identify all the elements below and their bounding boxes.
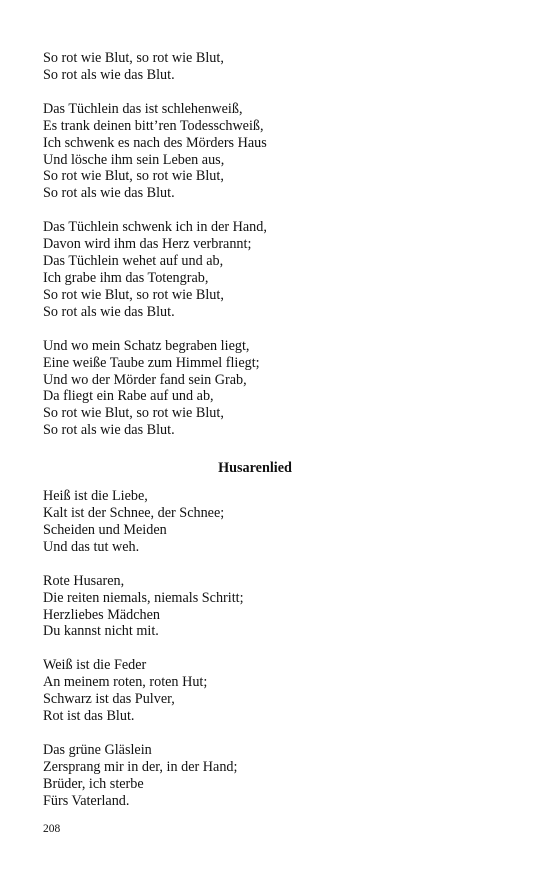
- verse-line: So rot wie Blut, so rot wie Blut,: [43, 286, 224, 303]
- verse-line: Es trank deinen bitt’ren Todesschweiß,: [43, 117, 264, 134]
- verse-line: Da fliegt ein Rabe auf und ab,: [43, 388, 214, 405]
- stanza-1: [43, 488, 513, 556]
- stanza-3: [43, 219, 513, 320]
- verse-line: So rot als wie das Blut.: [43, 185, 175, 202]
- stanza-4: [43, 742, 513, 810]
- verse-line: Du kannst nicht mit.: [43, 623, 159, 640]
- verse-line: Die reiten niemals, niemals Schritt;: [43, 589, 244, 606]
- verse-line: An meinem roten, roten Hut;: [43, 674, 208, 691]
- verse-line: Und das tut weh.: [43, 538, 140, 555]
- verse-line: Scheiden und Meiden: [43, 521, 167, 538]
- stanza-2: [43, 573, 513, 641]
- verse-line: Brüder, ich sterbe: [43, 775, 144, 792]
- verse-line: Weiß ist die Feder: [43, 657, 147, 674]
- verse-line: Und wo mein Schatz begraben liegt,: [43, 337, 250, 354]
- verse-line: So rot wie Blut, so rot wie Blut,: [43, 405, 224, 422]
- verse-line: So rot als wie das Blut.: [43, 66, 175, 83]
- verse-line: Eine weiße Taube zum Himmel fliegt;: [43, 354, 260, 371]
- stanza-1: [43, 50, 513, 84]
- verse-line: Fürs Vaterland.: [43, 792, 130, 809]
- verse-line: Das Tüchlein wehet auf und ab,: [43, 253, 224, 270]
- verse-line: Ich grabe ihm das Totengrab,: [43, 269, 209, 286]
- verse-line: Rote Husaren,: [43, 572, 125, 589]
- page-number: 208: [43, 823, 61, 835]
- verse-line: Schwarz ist das Pulver,: [43, 691, 175, 708]
- verse-line: So rot wie Blut, so rot wie Blut,: [43, 50, 224, 66]
- poem-title: Husarenlied: [218, 460, 292, 477]
- verse-line: Heiß ist die Liebe,: [43, 488, 148, 505]
- stanza-3: [43, 657, 513, 725]
- verse-line: Und lösche ihm sein Leben aus,: [43, 151, 225, 168]
- verse-line: Das grüne Gläslein: [43, 742, 152, 758]
- verse-line: So rot als wie das Blut.: [43, 422, 175, 439]
- verse-line: Herzliebes Mädchen: [43, 606, 160, 623]
- stanza-4: [43, 338, 513, 439]
- book-page: [43, 50, 513, 827]
- verse-line: So rot wie Blut, so rot wie Blut,: [43, 168, 224, 185]
- verse-line: So rot als wie das Blut.: [43, 303, 175, 320]
- poem-husarenlied: [43, 488, 513, 810]
- verse-line: Ich schwenk es nach des Mörders Haus: [43, 134, 267, 151]
- stanza-2: [43, 101, 513, 202]
- verse-line: Das Tüchlein schwenk ich in der Hand,: [43, 219, 267, 236]
- verse-line: Und wo der Mörder fand sein Grab,: [43, 371, 247, 388]
- poem-continuation: [43, 50, 513, 439]
- verse-line: Zersprang mir in der, in der Hand;: [43, 758, 238, 775]
- verse-line: Kalt ist der Schnee, der Schnee;: [43, 505, 225, 522]
- verse-line: Davon wird ihm das Herz verbrannt;: [43, 236, 252, 253]
- verse-line: Das Tüchlein das ist schlehenweiß,: [43, 100, 243, 117]
- verse-line: Rot ist das Blut.: [43, 708, 135, 725]
